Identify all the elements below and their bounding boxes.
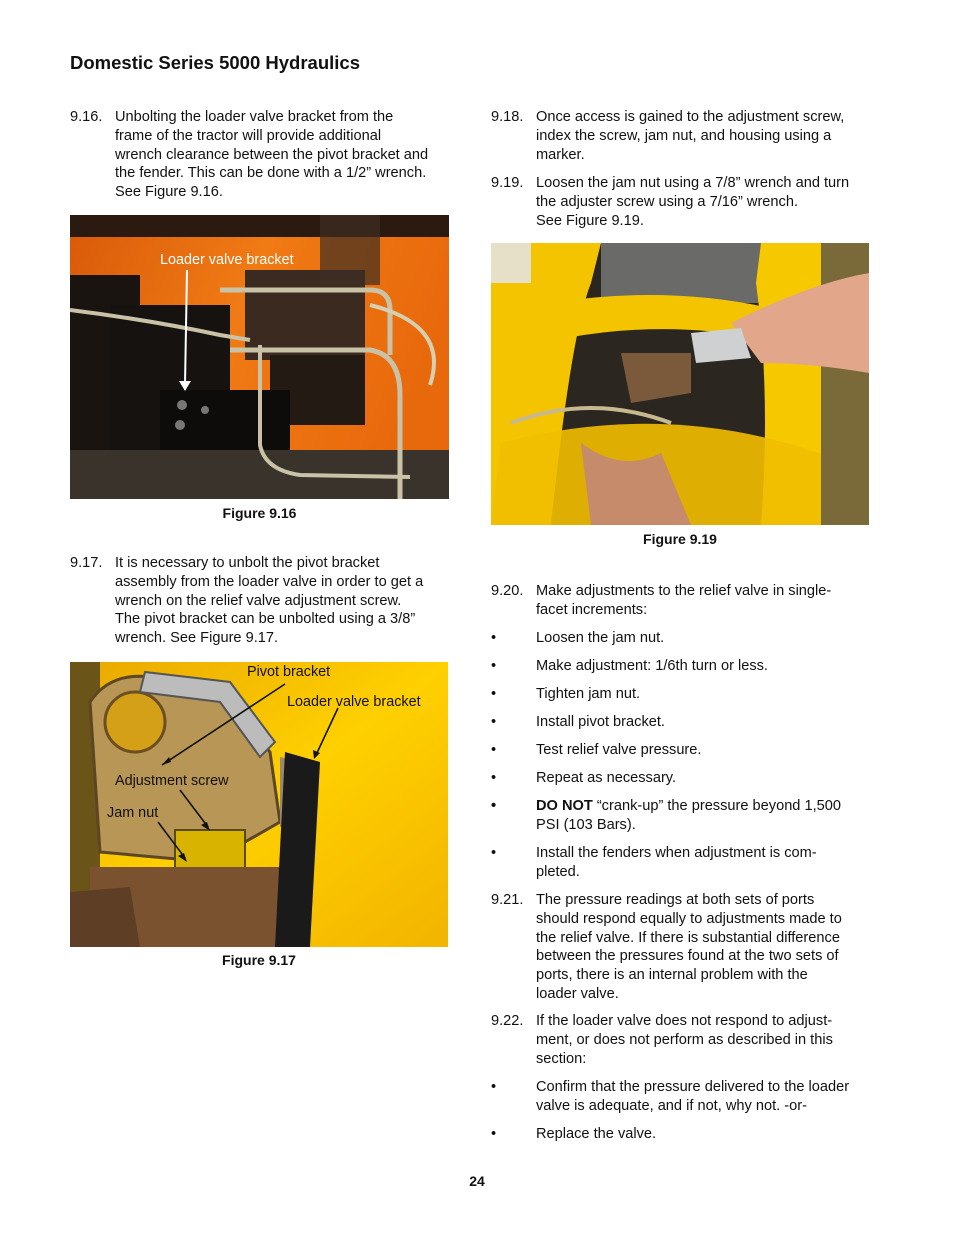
bullet-text: Loosen the jam nut.: [536, 630, 665, 646]
bullet-text: valve is adequate, and if not, why not. -or-: [536, 1097, 807, 1114]
text-line: facet increments:: [536, 601, 648, 618]
step-9-17: [70, 554, 460, 650]
bullet-item: [491, 1078, 891, 1118]
bullet-item: [491, 657, 891, 677]
bullet-text: Confirm that the pressure delivered to the loader: [536, 1079, 850, 1095]
text-line: between the pressures found at the two sets of: [536, 948, 839, 965]
text-line: It is necessary to unbolt the pivot bracket: [115, 555, 380, 571]
text-line: ment, or does not perform as described in this: [536, 1031, 833, 1048]
step-9-22: [491, 1012, 891, 1070]
bullet-marker: •: [491, 845, 497, 861]
text-line: the adjuster screw using a 7/16” wrench.: [536, 193, 799, 210]
bullet-marker: •: [491, 770, 497, 786]
bullet-item: [491, 844, 891, 884]
page-title: Domestic Series 5000 Hydraulics: [70, 52, 360, 73]
bullet-text: Replace the valve.: [536, 1126, 657, 1142]
warning-text-line2: PSI (103 Bars).: [536, 816, 636, 833]
bullet-marker: •: [491, 658, 497, 674]
text-line: frame of the tractor will provide additional: [115, 127, 382, 144]
bullet-text: Install the fenders when adjustment is com-: [536, 845, 817, 861]
bullet-marker: •: [491, 742, 497, 758]
bullet-marker: •: [491, 798, 497, 814]
bullet-item: [491, 685, 891, 705]
step-9-19: [491, 174, 891, 232]
bullet-marker: •: [491, 714, 497, 730]
figure-label-adjustment-screw: Adjustment screw: [115, 773, 229, 789]
figure-label-loader-valve-bracket: Loader valve bracket: [160, 252, 294, 268]
text-line: Loosen the jam nut using a 7/8” wrench and turn: [536, 175, 850, 191]
bullet-marker: •: [491, 686, 497, 702]
bullet-item: [491, 769, 891, 789]
bullet-text: pleted.: [536, 863, 580, 880]
bullet-item: [491, 629, 891, 649]
bullet-marker: •: [491, 630, 497, 646]
step-9-20: [491, 582, 891, 622]
bullet-text: Install pivot bracket.: [536, 714, 665, 730]
figure-label-loader-valve-bracket: Loader valve bracket: [287, 694, 421, 710]
text-line: loader valve.: [536, 985, 619, 1002]
warning-bullet: [491, 797, 891, 837]
text-line: Unbolting the loader valve bracket from the: [115, 109, 394, 125]
bullet-text: Repeat as necessary.: [536, 770, 677, 786]
text-line: wrench clearance between the pivot bracket and: [115, 146, 429, 163]
figure-9-17-photo: [70, 662, 448, 947]
step-9-21: [491, 891, 891, 1005]
warning-label: DO NOT: [536, 798, 593, 814]
page-number: 24: [469, 1173, 485, 1189]
figure-label-pivot-bracket: Pivot bracket: [247, 664, 331, 680]
bullet-text: Tighten jam nut.: [536, 686, 641, 702]
text-line: index the screw, jam nut, and housing using a: [536, 127, 832, 144]
bullet-marker: •: [491, 1126, 497, 1142]
figure-9-16-photo: [70, 215, 449, 499]
bullet-item: [491, 741, 891, 761]
step-number: 9.16.: [70, 109, 103, 125]
text-line: See Figure 9.16.: [115, 184, 223, 201]
text-line: section:: [536, 1050, 587, 1067]
figure-9-17-caption: Figure 9.17: [222, 952, 296, 968]
text-line: wrench. See Figure 9.17.: [115, 630, 279, 647]
text-line: the fender. This can be done with a 1/2” wrench.: [115, 165, 427, 182]
bullet-marker: •: [491, 1079, 497, 1095]
text-line: Once access is gained to the adjustment screw,: [536, 109, 845, 125]
text-line: Make adjustments to the relief valve in single-: [536, 583, 832, 599]
text-line: The pivot bracket can be unbolted using a 3/8”: [115, 611, 416, 628]
text-line: If the loader valve does not respond to adjust-: [536, 1013, 833, 1029]
text-line: wrench on the relief valve adjustment screw.: [115, 592, 402, 609]
figure-9-19-caption: Figure 9.19: [643, 531, 717, 547]
text-line: assembly from the loader valve in order to get a: [115, 573, 424, 590]
step-number: 9.21.: [491, 892, 524, 908]
text-line: the relief valve. If there is substantial difference: [536, 929, 840, 946]
text-line: The pressure readings at both sets of ports: [536, 892, 815, 908]
bullet-text: Make adjustment: 1/6th turn or less.: [536, 658, 768, 674]
warning-text: “crank-up” the pressure beyond 1,500: [592, 798, 842, 814]
text-line: marker.: [536, 146, 585, 163]
bullet-item: [491, 1125, 891, 1145]
text-line: ports, there is an internal problem with the: [536, 967, 808, 984]
step-number: 9.20.: [491, 583, 524, 599]
figure-label-jam-nut: Jam nut: [107, 805, 159, 821]
step-number: 9.18.: [491, 109, 524, 125]
text-line: See Figure 9.19.: [536, 212, 644, 229]
step-number: 9.22.: [491, 1013, 524, 1029]
figure-9-19-photo: [491, 243, 869, 525]
text-line: should respond equally to adjustments made to: [536, 910, 842, 927]
step-number: 9.19.: [491, 175, 524, 191]
bullet-text: Test relief valve pressure.: [536, 742, 702, 758]
step-9-16: [70, 108, 460, 204]
bullet-item: [491, 713, 891, 733]
step-9-18: [491, 108, 891, 166]
step-number: 9.17.: [70, 555, 103, 571]
figure-9-16-caption: Figure 9.16: [222, 505, 297, 521]
